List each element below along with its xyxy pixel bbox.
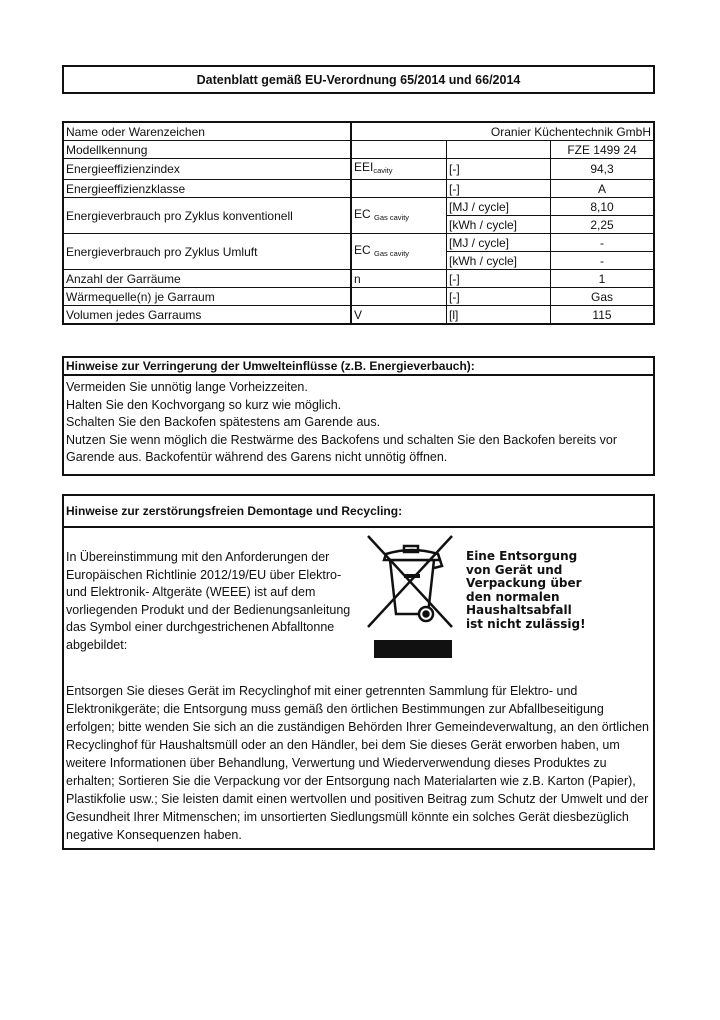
row-value: - xyxy=(551,252,655,270)
row-unit: [kWh / cycle] xyxy=(447,216,551,234)
environment-tip: Vermeiden Sie unnötig lange Vorheizzeiten. xyxy=(66,380,308,394)
row-value: 2,25 xyxy=(551,216,655,234)
datasheet-title xyxy=(62,65,655,94)
recycling-section-heading xyxy=(62,494,655,528)
warning-line: Haushaltsabfall xyxy=(466,603,572,617)
row-unit: [MJ / cycle] xyxy=(447,198,551,216)
weee-intro-text: In Übereinstimmung mit den Anforderungen der Europäischen Richtlinie 2012/19/EU über Elektro- und Elektronik- Altgeräte (WEEE) ist auf dem vorliegenden Produkt und der Bedienungsanleitung das Symbol einer durchgestrichenen Abfalltonne abgebildet: xyxy=(66,550,351,652)
symbol-sub: Gas cavity xyxy=(374,212,410,222)
warning-line: ist nicht zulässig! xyxy=(466,616,586,631)
model-unit xyxy=(447,141,551,159)
row-value: A xyxy=(551,180,655,198)
row-symbol xyxy=(351,234,447,270)
row-label: Energieeffizienzklasse xyxy=(63,180,351,198)
table-row-model xyxy=(63,141,654,159)
symbol-text: EC xyxy=(354,206,371,221)
table-row-manufacturer xyxy=(63,122,654,141)
table-row xyxy=(63,180,654,198)
symbol-text: EC xyxy=(354,242,371,257)
environment-section-heading xyxy=(62,356,655,376)
row-label: Energieverbrauch pro Zyklus konventionell xyxy=(63,198,351,234)
row-symbol xyxy=(351,159,447,180)
crossed-out-wheelie-bin-icon xyxy=(360,532,460,662)
recycling-body-text: Entsorgen Sie dieses Gerät im Recyclinghof mit einer getrennten Sammlung für Elektro- und Elektronikgeräte; die Entsorgung muss gemäß den örtlichen Bestimmungen zur Abfallbeseitigung erfolgen; bitte wenden Sie sich an die zuständigen Behörden Ihrer Gemeindeverwaltung, an den örtlichen Recyclinghof für Haushaltsmüll oder an den Händler, bei dem Sie dieses Gerät erworben haben, um weitere Informationen über Behandlung, Verwertung und Wiederverwendung dieses Produktes zu erhalten; Sortieren Sie die Verpackung vor der Entsorgung nach Materialarten wie z.B. Karton (Papier), Plastikfolie usw.; Sie leisten damit einen wertvollen und positiven Beitrag zum Schutz der Umwelt und der Gesundheit Ihrer Mitmenschen; im unsortierten Siedlungsmüll könnte ein solches Gerät diesbezüglich negative Konsequenzen haben. xyxy=(66,684,650,842)
model-symbol xyxy=(351,141,447,159)
environment-tip: Schalten Sie den Backofen spätestens am Garende aus. xyxy=(66,415,381,429)
row-label: Volumen jedes Garraums xyxy=(63,306,351,325)
warning-line: Verpackung über xyxy=(466,576,582,590)
row-value: 94,3 xyxy=(551,159,655,180)
table-row xyxy=(63,198,654,216)
table-row xyxy=(63,234,654,252)
row-unit: [-] xyxy=(447,288,551,306)
row-value: - xyxy=(551,234,655,252)
row-value: 1 xyxy=(551,270,655,288)
row-value: 115 xyxy=(551,306,655,325)
model-value: FZE 1499 24 xyxy=(551,141,655,159)
symbol-sub: Gas cavity xyxy=(374,248,410,258)
row-unit: [-] xyxy=(447,180,551,198)
symbol-text: EEI xyxy=(354,160,374,174)
row-unit: [MJ / cycle] xyxy=(447,234,551,252)
environment-tip: Nutzen Sie wenn möglich die Restwärme des Backofens und schalten Sie den Backofen bereits vor Garende aus. Backofentür während des Garens nicht unnötig öffnen. xyxy=(66,432,617,464)
symbol-sub: cavity xyxy=(373,166,393,175)
manufacturer-value: Oranier Küchentechnik GmbH xyxy=(351,122,654,141)
row-value: Gas xyxy=(551,288,655,306)
table-row xyxy=(63,159,654,180)
row-label: Wärmequelle(n) je Garraum xyxy=(63,288,351,306)
environment-heading-text: Hinweise zur Verringerung der Umwelteinflüsse (z.B. Energieverbauch): xyxy=(66,359,475,373)
disposal-warning xyxy=(466,550,586,631)
row-symbol xyxy=(351,180,447,198)
table-row xyxy=(63,288,654,306)
warning-line: Eine Entsorgung xyxy=(466,549,578,563)
row-symbol xyxy=(351,288,447,306)
environment-section-body xyxy=(62,376,655,476)
row-unit: [l] xyxy=(447,306,551,325)
spec-table xyxy=(62,121,655,325)
model-label: Modellkennung xyxy=(63,141,351,159)
environment-tip: Halten Sie den Kochvorgang so kurz wie möglich. xyxy=(66,397,342,412)
warning-line: den normalen xyxy=(466,589,560,604)
row-label: Energieverbrauch pro Zyklus Umluft xyxy=(63,234,351,270)
datasheet-title-text: Datenblatt gemäß EU-Verordnung 65/2014 und 66/2014 xyxy=(196,72,521,87)
row-unit: [-] xyxy=(447,159,551,180)
row-symbol: V xyxy=(351,306,447,325)
row-symbol xyxy=(351,198,447,234)
row-unit: [kWh / cycle] xyxy=(447,252,551,270)
row-unit: [-] xyxy=(447,270,551,288)
manufacturer-label: Name oder Warenzeichen xyxy=(63,122,351,141)
row-label: Anzahl der Garräume xyxy=(63,270,351,288)
table-row xyxy=(63,270,654,288)
row-label: Energieeffizienzindex xyxy=(63,159,351,180)
recycling-section-body xyxy=(62,528,655,850)
row-value: 8,10 xyxy=(551,198,655,216)
row-symbol: n xyxy=(351,270,447,288)
table-row xyxy=(63,306,654,325)
recycling-heading-text: Hinweise zur zerstörungsfreien Demontage und Recycling: xyxy=(66,504,403,518)
warning-line: von Gerät und xyxy=(466,562,563,577)
